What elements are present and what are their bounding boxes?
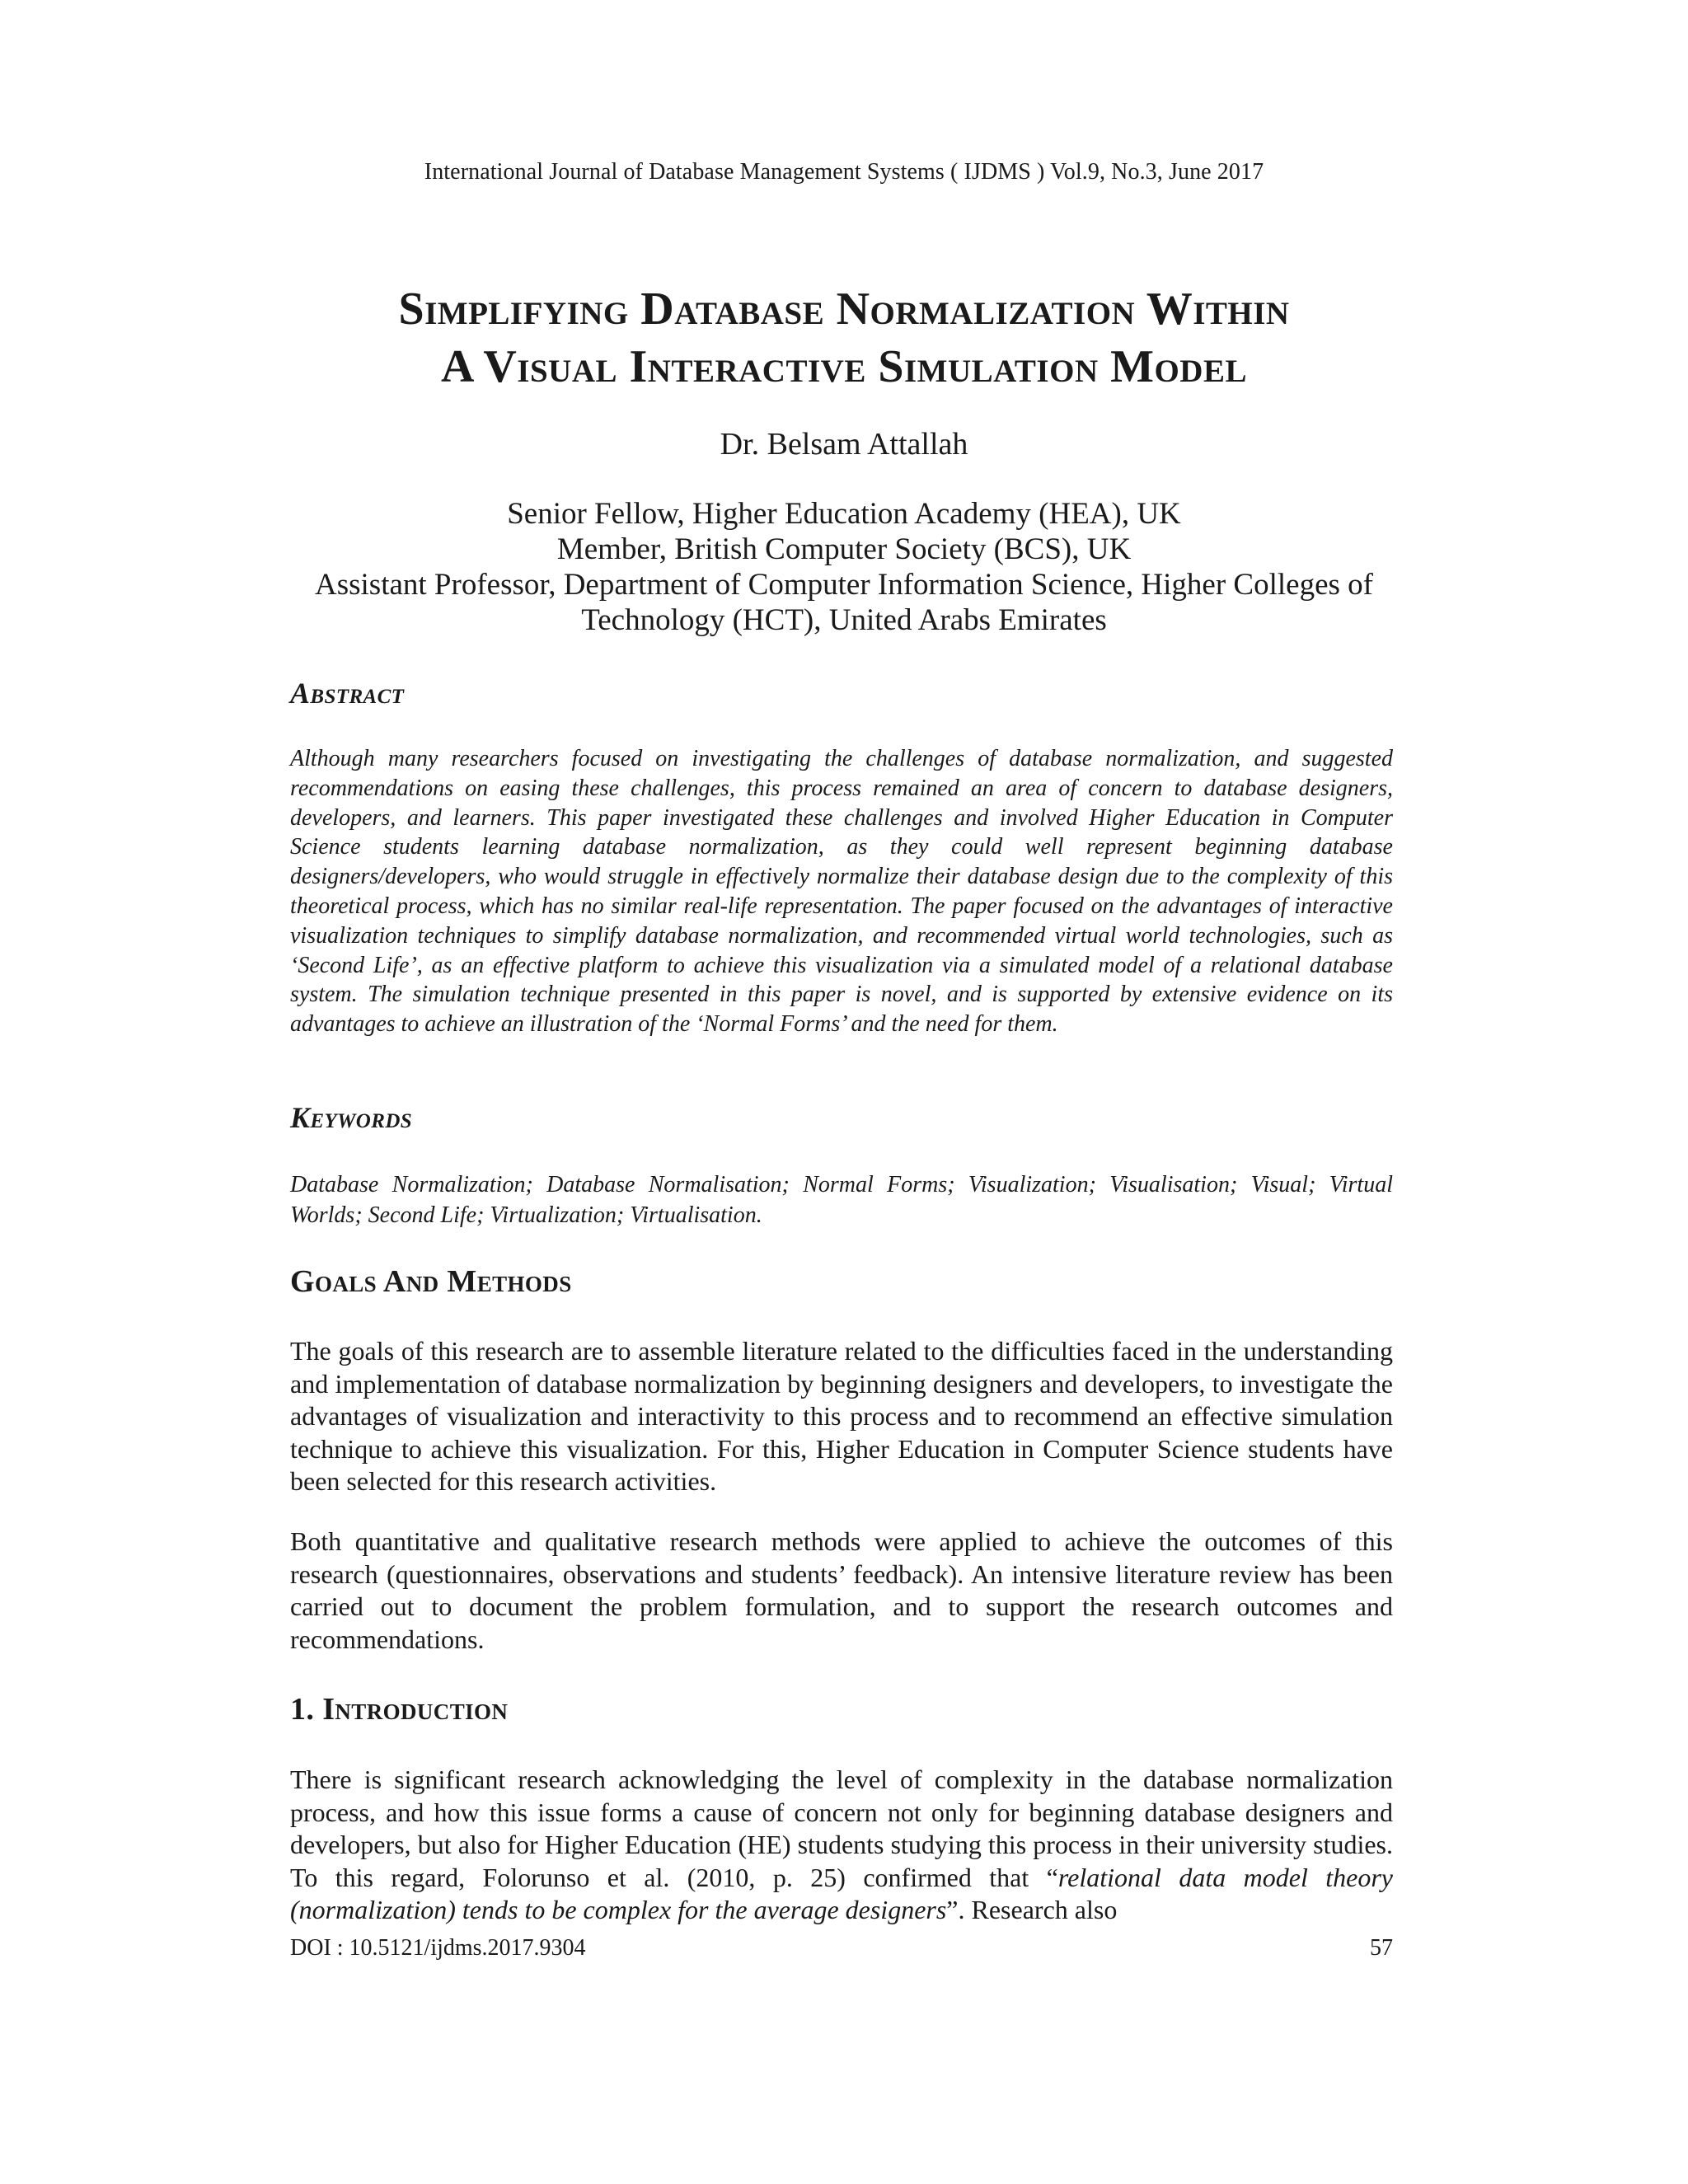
affiliation-line: Assistant Professor, Department of Computer Information Science, Higher Colleges of — [315, 568, 1373, 602]
affiliation-line: Senior Fellow, Higher Education Academy (HEA), UK — [507, 497, 1181, 531]
doi-link[interactable]: DOI : 10.5121/ijdms.2017.9304 — [290, 1935, 586, 1961]
introduction-heading: 1. Introduction — [290, 1692, 509, 1727]
running-header: International Journal of Database Management Systems ( IJDMS ) Vol.9, No.3, June 2017 — [424, 159, 1264, 185]
page-number: 57 — [1370, 1935, 1393, 1961]
affiliation-line: Technology (HCT), United Arabs Emirates — [581, 603, 1107, 637]
abstract-heading: Abstract — [290, 677, 405, 710]
paper-title — [0, 280, 1688, 396]
intro-text-end: ”. Research also — [946, 1895, 1118, 1924]
goals-paragraph-1: The goals of this research are to assemble literature related to the difficulties faced in the understanding and implementation of database normalization by beginning designers and developers, to investigate the advantages of visualization and interactivity to this process and to recommend an effective simulation technique to achieve this visualization. For this, Higher Education in Computer Science students have been selected for this research activities. — [290, 1336, 1393, 1496]
goals-paragraph-2: Both quantitative and qualitative research methods were applied to achieve the outcomes of this research (questionnaires, observations and students’ feedback). An intensive literature review has been carried out to document the problem formulation, and to support the research outcomes and recommendations. — [290, 1526, 1393, 1654]
introduction-paragraph-1 — [290, 1764, 1393, 1927]
author-name: Dr. Belsam Attallah — [720, 427, 968, 462]
intro-quote: relational data model theory (normalization) tends to be complex for the average designers — [290, 1862, 1394, 1924]
paper-title-line-2: A Visual Interactive Simulation Model — [441, 341, 1247, 392]
keywords-heading: Keywords — [290, 1101, 413, 1134]
goals-heading: Goals And Methods — [290, 1264, 572, 1299]
affiliation-line: Member, British Computer Society (BCS), UK — [556, 532, 1132, 566]
author-affiliations — [0, 496, 1688, 638]
intro-text-start: There is significant research acknowledging the level of complexity in the database normalization process, and how this issue forms a cause of concern not only for beginning database designers and developers, but also for Higher Education (HE) students studying this process in their university studies. To this regard, Folorunso et al. (2010, p. 25) confirmed that “ — [290, 1765, 1393, 1892]
keywords-text: Database Normalization; Database Normalisation; Normal Forms; Visualization; Visualisation; Visual; Virtual Worlds; Second Life; Virtualization; Virtualisation. — [290, 1172, 1393, 1228]
paper-title-line-1: Simplifying Database Normalization Within — [398, 284, 1290, 335]
abstract-text: Although many researchers focused on investigating the challenges of database normalization, and suggested recommendations on easing these challenges, this process remained an area of concern to database designers, developers, and learners. This paper investigated these challenges and involved Higher Education in Computer Science students learning database normalization, as they could well represent beginning database designers/developers, who would struggle in effectively normalize their database design due to the complexity of this theoretical process, which has no similar real-life representation. The paper focused on the advantages of interactive visualization techniques to simplify database normalization, and recommended virtual world technologies, such as ‘Second Life’, as an effective platform to achieve this visualization via a simulated model of a relational database system. The simulation technique presented in this paper is novel, and is supported by extensive evidence on its advantages to achieve an illustration of the ‘Normal Forms’ and the need for them. — [290, 746, 1393, 1038]
